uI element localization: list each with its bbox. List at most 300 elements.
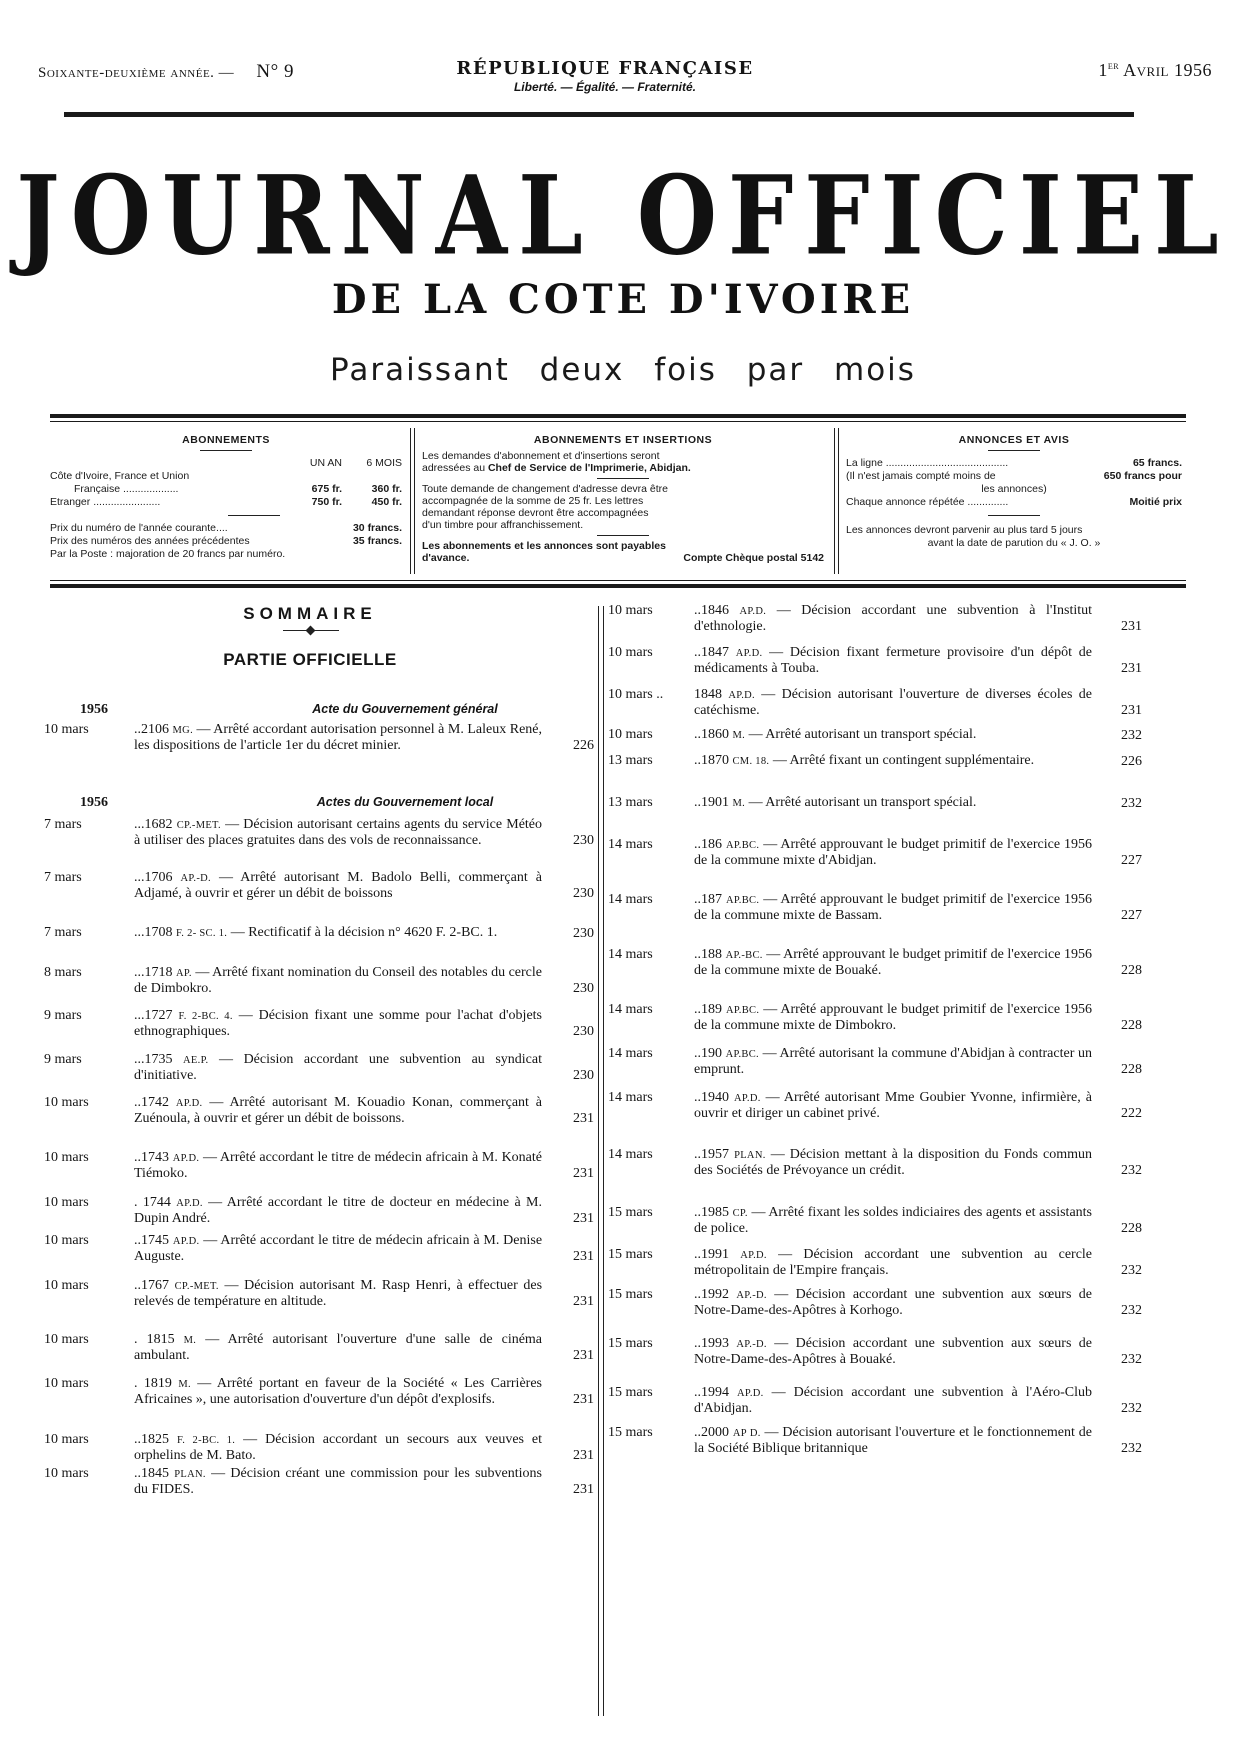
entry-date: 7 mars bbox=[44, 817, 82, 832]
entry-number: . 1815 bbox=[134, 1332, 175, 1347]
entry-date: 10 mars .. bbox=[608, 687, 664, 702]
annonces-title: ANNONCES ET AVIS bbox=[958, 434, 1070, 446]
insertions-p3c: Compte Chèque postal 5142 bbox=[683, 552, 824, 564]
entry-code: AP.D. bbox=[172, 1153, 200, 1164]
price1-value: 30 francs. bbox=[352, 522, 402, 534]
entry-text bbox=[694, 1147, 1092, 1178]
section-year: 1956 bbox=[80, 795, 108, 810]
entry-title: — Décision autorisant l'ouverture de diverses écoles de catéchisme. bbox=[694, 687, 1092, 718]
abonnements-row-1a bbox=[50, 470, 402, 483]
annonces-title-rule bbox=[988, 450, 1040, 451]
entry-number: ...1708 bbox=[134, 925, 173, 940]
entry-text bbox=[694, 1247, 1092, 1278]
entry-text bbox=[134, 1150, 542, 1181]
entry-code: CP.-MET. bbox=[174, 1281, 219, 1292]
entry-number: ..1847 bbox=[694, 645, 729, 660]
entry-number: ...1735 bbox=[134, 1052, 173, 1067]
row2-value-6m: 450 fr. bbox=[371, 496, 402, 508]
republic-motto: Liberté. — Égalité. — Fraternité. bbox=[513, 80, 697, 94]
entry-text bbox=[134, 1195, 542, 1226]
subs-divider-1 bbox=[410, 428, 415, 574]
entry-title: — Arrêté approuvant le budget primitif de l'exercice 1956 de la commune mixte de Dimbokro. bbox=[694, 1002, 1093, 1033]
entry-title: — Arrêté accordant le titre de médecin africain à M. Konaté Tiémoko. bbox=[134, 1150, 542, 1181]
annonces-repeat-label: Chaque annonce répétée .............. bbox=[846, 496, 1009, 508]
entry-title: — Arrêté approuvant le budget primitif de l'exercice 1956 de la commune mixte de Bassam. bbox=[694, 892, 1093, 923]
entry-title: — Décision fixant fermeture provisoire d'un dépôt de médicaments à Touba. bbox=[694, 645, 1093, 676]
entry-date: 15 mars bbox=[608, 1287, 653, 1302]
entry-date: 10 mars bbox=[44, 1376, 89, 1391]
entry-title: — Arrêté accordant autorisation personnel à M. Laleux René, les dispositions de l'article 1er du décret minier. bbox=[134, 722, 543, 753]
entry-code: AP.D. bbox=[172, 1236, 200, 1247]
journal-subtitle: DE LA COTE D'IVOIRE bbox=[331, 276, 915, 323]
insertions-p2d: d'un timbre pour affranchissement. bbox=[422, 519, 584, 531]
journal-title: JOURNAL OFFICIEL bbox=[16, 152, 1230, 280]
section-head-general bbox=[80, 702, 580, 720]
annonces-repeat-value: Moitié prix bbox=[1129, 496, 1182, 508]
entry-page: 228 bbox=[1121, 1221, 1142, 1236]
entry-text bbox=[134, 1466, 542, 1497]
entry-title: — Arrêté accordant le titre de médecin africain à M. Denise Auguste. bbox=[134, 1233, 543, 1264]
entry-title: — Arrêté fixant les soldes indiciaires des agents et assistants de police. bbox=[694, 1205, 1092, 1236]
entry-date: 14 mars bbox=[608, 1002, 653, 1017]
entry-title: — Décision accordant une subvention à l'Institut d'ethnologie. bbox=[694, 603, 1093, 634]
price1-label: Prix du numéro de l'année courante.... bbox=[50, 522, 228, 534]
entry-date: 9 mars bbox=[44, 1008, 82, 1023]
entry-number: ..2000 bbox=[694, 1425, 729, 1440]
entry-page: 231 bbox=[573, 1211, 594, 1226]
entry-text bbox=[694, 1090, 1092, 1121]
entry-page: 230 bbox=[573, 1068, 594, 1083]
entry-page: 231 bbox=[573, 1348, 594, 1363]
abonnements-insertions-box bbox=[422, 428, 824, 576]
subscription-panel bbox=[50, 428, 1182, 578]
entry-title: — Décision mettant à la disposition du Fonds commun des Sociétés de Prévoyance un crédit. bbox=[694, 1147, 1093, 1178]
entry-page: 231 bbox=[1121, 661, 1142, 676]
entry-page: 232 bbox=[1121, 796, 1142, 811]
entry-code: AP.D. bbox=[175, 1098, 203, 1109]
entry-page: 226 bbox=[573, 738, 594, 753]
edition-line bbox=[38, 61, 294, 83]
entry-date: 10 mars bbox=[44, 1150, 89, 1165]
entry-code: AP.D. bbox=[728, 690, 755, 701]
entry-date: 14 mars bbox=[608, 1046, 653, 1061]
entry-text bbox=[694, 1425, 1092, 1456]
entry-number: ..1985 bbox=[694, 1205, 729, 1220]
entry-text bbox=[134, 1095, 542, 1126]
entry-code: AE.P. bbox=[183, 1055, 209, 1066]
insertions-para-2 bbox=[422, 483, 824, 531]
entry-title: — Arrêté autorisant la commune d'Abidjan à contracter un emprunt. bbox=[694, 1046, 1093, 1077]
row2-label: Etranger ....................... bbox=[50, 496, 161, 508]
entry-code: AP.D. bbox=[739, 606, 767, 617]
entry-page: 228 bbox=[1121, 1062, 1142, 1077]
entry-title: — Décision accordant une subvention aux sœurs de Notre-Dame-des-Apôtres à Bouaké. bbox=[694, 1336, 1093, 1367]
entry-number: . 1744 bbox=[134, 1195, 171, 1210]
entry-text bbox=[694, 1385, 1092, 1416]
entry-number: ..1767 bbox=[134, 1278, 169, 1293]
insertions-title: ABONNEMENTS ET INSERTIONS bbox=[533, 434, 713, 446]
insertions-para-3 bbox=[422, 540, 824, 564]
entry-number: ..1992 bbox=[694, 1287, 729, 1302]
entry-code: F. 2- SC. 1. bbox=[176, 928, 228, 939]
entry-text bbox=[694, 1336, 1092, 1367]
entry-page: 231 bbox=[573, 1482, 594, 1497]
entry-code: AP.BC. bbox=[725, 1005, 760, 1016]
insertions-rule bbox=[597, 478, 649, 479]
entry-date: 14 mars bbox=[608, 947, 653, 962]
entry-date: 10 mars bbox=[44, 1095, 89, 1110]
entry-page: 227 bbox=[1121, 853, 1142, 868]
entry-number: ...1682 bbox=[134, 817, 173, 832]
entry-page: 231 bbox=[1121, 619, 1142, 634]
entry-text bbox=[694, 1002, 1092, 1033]
entry-text bbox=[694, 603, 1092, 634]
entry-title: — Décision accordant un secours aux veuves et orphelins de M. Bato. bbox=[134, 1432, 543, 1463]
entry-title: — Décision accordant une subvention au syndicat d'initiative. bbox=[134, 1052, 542, 1083]
entry-code: AP.BC. bbox=[725, 840, 760, 851]
entry-number: ...1706 bbox=[134, 870, 173, 885]
entry-number: ..1940 bbox=[694, 1090, 729, 1105]
entry-date: 10 mars bbox=[44, 1432, 89, 1447]
entry-text bbox=[694, 687, 1092, 718]
entry-title: — Arrêté autorisant un transport spécial. bbox=[748, 795, 977, 810]
entry-code: CM. 18. bbox=[732, 756, 770, 767]
section-head-local bbox=[80, 795, 580, 813]
entry-date: 13 mars bbox=[608, 753, 653, 768]
insertions-p1a: Les demandes d'abonnement et d'insertions seront bbox=[422, 450, 660, 462]
col-un-an: UN AN bbox=[309, 457, 342, 469]
entry-page: 230 bbox=[573, 926, 594, 941]
entry-date: 10 mars bbox=[44, 1233, 89, 1248]
entry-code: AP.D. bbox=[176, 1198, 203, 1209]
entry-date: 10 mars bbox=[44, 1278, 89, 1293]
annonces-row-4b bbox=[846, 537, 1182, 550]
price-row-2 bbox=[50, 535, 402, 548]
republic-title: RÉPUBLIQUE FRANÇAISE bbox=[456, 58, 754, 79]
entry-page: 232 bbox=[1121, 1163, 1142, 1178]
entry-code: AP.-D. bbox=[180, 873, 211, 884]
annonces-ligne-price: 65 francs. bbox=[1132, 457, 1182, 469]
entry-number: ..1870 bbox=[694, 753, 729, 768]
entry-page: 232 bbox=[1121, 1401, 1142, 1416]
entry-code: AP.-BC. bbox=[725, 950, 763, 961]
entry-title: — Décision autorisant certains agents du service Météo à utiliser des places gratuites dans des vols de reconnaissance. bbox=[134, 817, 543, 848]
entry-date: 8 mars bbox=[44, 965, 82, 980]
insertions-p3a: Les abonnements et les annonces sont payables bbox=[422, 540, 666, 552]
entry-page: 230 bbox=[573, 886, 594, 901]
price3-label: Par la Poste : majoration de 20 francs par numéro. bbox=[50, 548, 286, 560]
entry-page: 232 bbox=[1121, 728, 1142, 743]
entry-title: — Arrêté accordant le titre de docteur en médecine à M. Dupin André. bbox=[134, 1195, 542, 1226]
header-row bbox=[38, 58, 1212, 94]
entry-date: 15 mars bbox=[608, 1385, 653, 1400]
entry-date: 10 mars bbox=[608, 645, 653, 660]
entry-date: 14 mars bbox=[608, 1090, 653, 1105]
entry-text bbox=[134, 1432, 542, 1463]
entry-code: AP.D. bbox=[740, 1250, 767, 1261]
entry-number: ..1860 bbox=[694, 727, 729, 742]
entry-page: 232 bbox=[1121, 1441, 1142, 1456]
entry-number: ..1745 bbox=[134, 1233, 169, 1248]
entry-text bbox=[694, 795, 1092, 811]
header-rule bbox=[64, 112, 1134, 117]
entry-title: — Décision accordant une subvention à l'Aéro-Club d'Abidjan. bbox=[694, 1385, 1093, 1416]
entry-date: 14 mars bbox=[608, 892, 653, 907]
entry-page: 231 bbox=[573, 1392, 594, 1407]
row1-label-b: Française ................... bbox=[74, 483, 179, 495]
republic-block bbox=[440, 58, 770, 94]
entry-page: 232 bbox=[1121, 1303, 1142, 1318]
row1-label-a: Côte d'Ivoire, France et Union bbox=[50, 470, 190, 482]
entry-number: . 1819 bbox=[134, 1376, 172, 1391]
price2-value: 35 francs. bbox=[352, 535, 402, 547]
entry-code: AP.D. bbox=[737, 1388, 764, 1399]
entry-code: F. 2-BC. 1. bbox=[176, 1435, 236, 1446]
annonces-row-4a bbox=[846, 524, 1182, 537]
entry-title: — Rectificatif à la décision n° 4620 F. 2-BC. 1. bbox=[230, 925, 498, 940]
entry-date: 15 mars bbox=[608, 1425, 653, 1440]
entry-title: — Arrêté autorisant l'ouverture d'une salle de cinéma ambulant. bbox=[134, 1332, 543, 1363]
entry-number: ..1743 bbox=[134, 1150, 169, 1165]
annonces-row-2 bbox=[846, 470, 1182, 483]
entry-number: ..1742 bbox=[134, 1095, 169, 1110]
entry-page: 232 bbox=[1121, 1263, 1142, 1278]
insertions-p2c: demandant réponse devront être accompagnées bbox=[422, 507, 649, 519]
entry-text bbox=[134, 1376, 542, 1407]
entry-number: ..1957 bbox=[694, 1147, 729, 1162]
entry-page: 230 bbox=[573, 1024, 594, 1039]
edition-label: Soixante-deuxième année. — bbox=[38, 65, 235, 81]
entry-date: 15 mars bbox=[608, 1205, 653, 1220]
abonnements-row-1b bbox=[50, 483, 402, 496]
entry-page: 228 bbox=[1121, 963, 1142, 978]
issue-number: N° 9 bbox=[256, 61, 294, 82]
entry-text bbox=[694, 645, 1092, 676]
entry-date: 7 mars bbox=[44, 925, 82, 940]
annonces-min-tail: les annonces) bbox=[981, 483, 1047, 495]
entry-date: 10 mars bbox=[44, 1332, 89, 1347]
entry-text bbox=[694, 837, 1092, 868]
abonnements-title-rule bbox=[200, 450, 252, 451]
entry-text bbox=[694, 947, 1092, 978]
annonces-min-value: 650 francs pour bbox=[1103, 470, 1182, 482]
annonces-min-label: (Il n'est jamais compté moins de bbox=[846, 470, 996, 482]
entry-code: AP. bbox=[176, 968, 192, 979]
entry-date: 14 mars bbox=[608, 1147, 653, 1162]
entry-date: 10 mars bbox=[608, 727, 653, 742]
entry-date: 10 mars bbox=[44, 1466, 89, 1481]
section-title: Actes du Gouvernement local bbox=[316, 795, 494, 809]
abonnements-mid-rule bbox=[228, 515, 280, 516]
annonces-row-1 bbox=[846, 457, 1182, 470]
entry-number: ...1718 bbox=[134, 965, 173, 980]
entry-text bbox=[694, 892, 1092, 923]
entry-code: M. bbox=[732, 730, 746, 741]
entry-page: 231 bbox=[573, 1166, 594, 1181]
entry-date: 9 mars bbox=[44, 1052, 82, 1067]
abonnements-header-row bbox=[50, 457, 402, 470]
entry-text bbox=[134, 1278, 542, 1309]
entry-page: 231 bbox=[1121, 703, 1142, 718]
insertions-p1c: Chef de Service de l'Imprimerie, Abidjan. bbox=[487, 462, 691, 474]
annonces-row-2c bbox=[846, 483, 1182, 496]
entry-text bbox=[134, 965, 542, 996]
entry-title: — Décision accordant une subvention aux sœurs de Notre-Dame-des-Apôtres à Korhogo. bbox=[694, 1287, 1093, 1318]
masthead-rule-top bbox=[50, 414, 1186, 418]
entry-code: AP D. bbox=[732, 1428, 761, 1439]
entry-text bbox=[694, 1046, 1092, 1077]
abonnements-title: ABONNEMENTS bbox=[182, 434, 270, 446]
entry-page: 227 bbox=[1121, 908, 1142, 923]
entry-title: — Arrêté autorisant M. Kouadio Konan, commerçant à Zuénoula, à ouvrir et gérer un débit de boissons. bbox=[134, 1095, 543, 1126]
entry-text bbox=[134, 722, 542, 753]
entry-title: — Décision fixant une somme pour l'achat d'objets ethnographiques. bbox=[134, 1008, 543, 1039]
entry-text bbox=[694, 727, 1092, 743]
entry-code: MG. bbox=[172, 725, 193, 736]
entry-code: CP.-MET. bbox=[176, 820, 221, 831]
entry-number: ..187 bbox=[694, 892, 722, 907]
price-row-1 bbox=[50, 522, 402, 535]
sommaire-title: SOMMAIRE bbox=[243, 604, 377, 623]
entry-title: — Arrêté fixant un contingent supplémentaire. bbox=[772, 753, 1035, 768]
subs-divider-2 bbox=[834, 428, 839, 574]
annonces-deadline-b: avant la date de parution du « J. O. » bbox=[927, 537, 1101, 549]
entry-page: 222 bbox=[1121, 1106, 1142, 1121]
entry-date: 10 mars bbox=[44, 722, 89, 737]
entry-number: ..188 bbox=[694, 947, 722, 962]
issue-date bbox=[1098, 60, 1212, 81]
entry-number: ..189 bbox=[694, 1002, 722, 1017]
entry-page: 228 bbox=[1121, 1018, 1142, 1033]
insertions-p2a: Toute demande de changement d'adresse devra être bbox=[422, 483, 669, 495]
insertions-p1b: adressées au bbox=[422, 462, 486, 474]
insertions-para-1 bbox=[422, 450, 824, 474]
entry-number: ..1846 bbox=[694, 603, 729, 618]
entry-title: — Décision autorisant l'ouverture et le fonctionnement de la Société Biblique britannique bbox=[694, 1425, 1093, 1456]
entry-text bbox=[694, 753, 1092, 769]
abonnements-box bbox=[50, 428, 402, 576]
annonces-row-3 bbox=[846, 496, 1182, 509]
entry-text bbox=[134, 1233, 542, 1264]
row1-value-6m: 360 fr. bbox=[371, 483, 402, 495]
abonnements-row-2 bbox=[50, 496, 402, 509]
entry-number: ..1991 bbox=[694, 1247, 729, 1262]
entry-text bbox=[134, 1332, 542, 1363]
entry-title: — Arrêté autorisant un transport spécial. bbox=[748, 727, 977, 742]
date-day: 1 bbox=[1098, 60, 1108, 80]
sommaire-column-divider bbox=[598, 606, 604, 1716]
entry-number: ..1993 bbox=[694, 1336, 729, 1351]
entry-number: ..1994 bbox=[694, 1385, 729, 1400]
entry-date: 15 mars bbox=[608, 1247, 653, 1262]
entry-code: AP.-D. bbox=[736, 1290, 767, 1301]
date-rest: Avril 1956 bbox=[1119, 60, 1212, 80]
entry-title: — Décision accordant une subvention au cercle métropolitain de l'Empire français. bbox=[694, 1247, 1093, 1278]
entry-text bbox=[694, 1287, 1092, 1318]
partie-officielle-title: PARTIE OFFICIELLE bbox=[223, 650, 397, 669]
entry-number: 1848 bbox=[694, 687, 722, 702]
entry-title: — Arrêté fixant nomination du Conseil des notables du cercle de Dimbokro. bbox=[134, 965, 543, 996]
sommaire-ornament-diamond bbox=[306, 626, 316, 636]
row2-value-year: 750 fr. bbox=[311, 496, 342, 508]
subs-rule-bottom bbox=[50, 584, 1186, 588]
row1-value-year: 675 fr. bbox=[311, 483, 342, 495]
entry-page: 231 bbox=[573, 1249, 594, 1264]
entry-page: 230 bbox=[573, 981, 594, 996]
entry-code: M. bbox=[178, 1379, 191, 1390]
entry-date: 13 mars bbox=[608, 795, 653, 810]
price2-label: Prix des numéros des années précédentes bbox=[50, 535, 250, 547]
entry-title: — Arrêté autorisant Mme Goubier Yvonne, infirmière, à ouvrir et diriger un cabinet privé. bbox=[694, 1090, 1093, 1121]
entry-title: — Décision créant une commission pour les subventions du FIDES. bbox=[134, 1466, 542, 1497]
entry-number: ..190 bbox=[694, 1046, 722, 1061]
entry-text bbox=[694, 1205, 1092, 1236]
entry-date: 7 mars bbox=[44, 870, 82, 885]
annonces-box bbox=[846, 428, 1182, 576]
entry-code: M. bbox=[732, 798, 746, 809]
entry-number: ..186 bbox=[694, 837, 722, 852]
annonces-deadline-a: Les annonces devront parvenir au plus tard 5 jours bbox=[846, 524, 1083, 536]
entry-page: 230 bbox=[573, 833, 594, 848]
entry-title: — Arrêté approuvant le budget primitif de l'exercice 1956 de la commune mixte de Bouaké. bbox=[694, 947, 1093, 978]
entry-text bbox=[134, 925, 542, 941]
entry-title: — Arrêté autorisant M. Badolo Belli, commerçant à Adjamé, à ouvrir et gérer un débit de boissons bbox=[134, 870, 542, 901]
entry-text bbox=[134, 870, 542, 901]
entry-title: — Arrêté approuvant le budget primitif de l'exercice 1956 de la commune mixte d'Abidjan. bbox=[694, 837, 1093, 868]
entry-page: 226 bbox=[1121, 754, 1142, 769]
entry-title: — Décision autorisant M. Rasp Henri, à effectuer des relevés de température en altitude. bbox=[134, 1278, 543, 1309]
entry-title: — Arrêté portant en faveur de la Société « Les Carrières Africaines », une autorisation d'ouverture d'un dépôt d'explosifs. bbox=[134, 1376, 542, 1407]
section-year: 1956 bbox=[80, 702, 108, 717]
insertions-p3b: d'avance. bbox=[422, 552, 470, 564]
insertions-p2b: accompagnée de la somme de 25 fr. Les lettres bbox=[422, 495, 644, 507]
entry-number: ..1901 bbox=[694, 795, 729, 810]
entry-code: CP. bbox=[732, 1208, 748, 1219]
masthead-rule-top-thin bbox=[50, 421, 1186, 422]
subs-rule-bottom-thin bbox=[50, 580, 1186, 581]
entry-code: AP.D. bbox=[735, 648, 763, 659]
annonces-ligne: La ligne .......................................... bbox=[846, 457, 1009, 469]
entry-number: ..1825 bbox=[134, 1432, 169, 1447]
entry-page: 231 bbox=[573, 1111, 594, 1126]
entry-code: AP.BC. bbox=[725, 1049, 759, 1060]
entry-date: 15 mars bbox=[608, 1336, 653, 1351]
entry-page: 231 bbox=[573, 1294, 594, 1309]
entry-text bbox=[134, 817, 542, 848]
journal-tagline: Paraissant deux fois par mois bbox=[330, 352, 916, 388]
entry-page: 231 bbox=[573, 1448, 594, 1463]
annonces-rule bbox=[988, 515, 1040, 516]
entry-text bbox=[134, 1008, 542, 1039]
entry-code: AP.-D. bbox=[736, 1339, 767, 1350]
insertions-rule-2 bbox=[597, 535, 649, 536]
col-6-mois: 6 MOIS bbox=[366, 457, 402, 469]
entry-number: ..1845 bbox=[134, 1466, 169, 1481]
section-title: Acte du Gouvernement général bbox=[312, 702, 498, 716]
entry-number: ...1727 bbox=[134, 1008, 173, 1023]
entry-date: 14 mars bbox=[608, 837, 653, 852]
entry-code: M. bbox=[183, 1335, 197, 1346]
entry-code: PLAN. bbox=[174, 1469, 206, 1480]
entry-code: AP.D. bbox=[734, 1093, 761, 1104]
entry-number: ..2106 bbox=[134, 722, 169, 737]
price-row-3 bbox=[50, 548, 402, 561]
entry-page: 232 bbox=[1121, 1352, 1142, 1367]
entry-code: F. 2-BC. 4. bbox=[178, 1011, 233, 1022]
entry-date: 10 mars bbox=[44, 1195, 89, 1210]
entry-date: 10 mars bbox=[608, 603, 653, 618]
date-sup: er bbox=[1107, 60, 1120, 72]
